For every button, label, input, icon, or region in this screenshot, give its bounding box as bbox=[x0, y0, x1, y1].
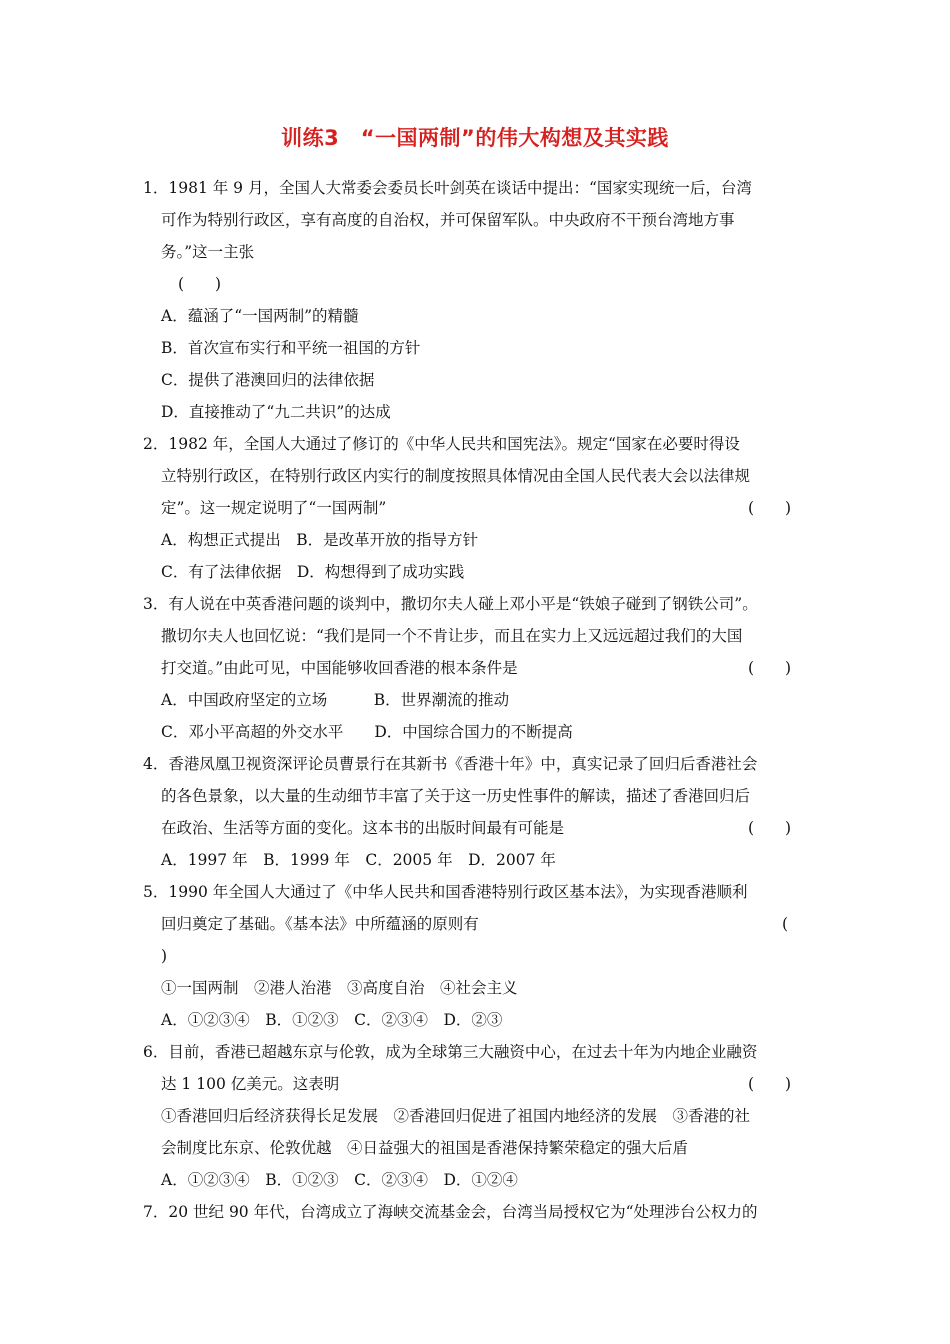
q2-stem-line1: 2．1982 年，全国人大通过了修订的《中华人民共和国宪法》。规定“国家在必要时得设 bbox=[143, 435, 740, 453]
q6-statements-line1: ①香港回归后经济获得长足发展 ②香港回归促进了祖国内地经济的发展 ③香港的社 bbox=[161, 1107, 751, 1125]
q3-options-ab: A．中国政府坚定的立场 B．世界潮流的推动 bbox=[161, 691, 510, 709]
q6-stem-line2: 达 1 100 亿美元。这表明 bbox=[161, 1075, 340, 1093]
q1-answer-bracket: ( ) bbox=[178, 275, 222, 293]
q6-options: A．①②③④ B．①②③ C．②③④ D．①②④ bbox=[161, 1171, 518, 1189]
q2-options-ab: A．构想正式提出 B．是改革开放的指导方针 bbox=[161, 531, 479, 549]
q1-stem-line3: 务。”这一主张 bbox=[161, 243, 255, 261]
q6-answer-bracket: ( ) bbox=[748, 1075, 792, 1093]
q4-stem-line3: 在政治、生活等方面的变化。这本书的出版时间最有可能是 bbox=[161, 819, 565, 837]
q6-stem-line1: 6．目前，香港已超越东京与伦敦，成为全球第三大融资中心，在过去十年为内地企业融资 bbox=[143, 1043, 758, 1061]
q7-stem-line1: 7．20 世纪 90 年代，台湾成立了海峡交流基金会，台湾当局授权它为“处理涉台公权力的 bbox=[143, 1203, 758, 1221]
q2-answer-bracket: ( ) bbox=[748, 499, 792, 517]
q5-stem-line1: 5．1990 年全国人大通过了《中华人民共和国香港特别行政区基本法》，为实现香港顺利 bbox=[143, 883, 748, 901]
q4-stem-line2: 的各色景象，以大量的生动细节丰富了关于这一历史性事件的解读，描述了香港回归后 bbox=[161, 787, 751, 805]
q1-option-c: C．提供了港澳回归的法律依据 bbox=[161, 371, 375, 389]
q5-bracket-close: ) bbox=[161, 947, 168, 965]
q3-stem-line3: 打交道。”由此可见，中国能够收回香港的根本条件是 bbox=[161, 659, 518, 677]
q4-options: A．1997 年 B．1999 年 C．2005 年 D．2007 年 bbox=[161, 851, 556, 869]
q5-bracket-open: ( bbox=[782, 915, 789, 933]
q5-stem-line2: 回归奠定了基础。《基本法》中所蕴涵的原则有 bbox=[161, 915, 479, 933]
q2-stem-line2: 立特别行政区，在特别行政区内实行的制度按照具体情况由全国人民代表大会以法律规 bbox=[161, 467, 751, 485]
q3-answer-bracket: ( ) bbox=[748, 659, 792, 677]
q1-stem-line2: 可作为特别行政区，享有高度的自治权，并可保留军队。中央政府不干预台湾地方事 bbox=[161, 211, 735, 229]
q4-answer-bracket: ( ) bbox=[748, 819, 792, 837]
q1-option-a: A．蕴涵了“一国两制”的精髓 bbox=[161, 307, 359, 325]
q5-items: ①一国两制 ②港人治港 ③高度自治 ④社会主义 bbox=[161, 979, 518, 997]
q4-stem-line1: 4．香港凤凰卫视资深评论员曹景行在其新书《香港十年》中，真实记录了回归后香港社会 bbox=[143, 755, 758, 773]
q1-stem-line1: 1．1981 年 9 月，全国人大常委会委员长叶剑英在谈话中提出：“国家实现统一后，台湾 bbox=[143, 179, 752, 197]
q2-options-cd: C．有了法律依据 D．构想得到了成功实践 bbox=[161, 563, 465, 581]
q3-stem-line1: 3．有人说在中英香港问题的谈判中，撒切尔夫人碰上邓小平是“铁娘子碰到了钢铁公司”。 bbox=[143, 595, 758, 613]
q2-stem-line3: 定”。这一规定说明了“一国两制” bbox=[161, 499, 387, 517]
q3-stem-line2: 撒切尔夫人也回忆说：“我们是同一个不肯让步，而且在实力上又远远超过我们的大国 bbox=[161, 627, 743, 645]
q5-options: A．①②③④ B．①②③ C．②③④ D．②③ bbox=[161, 1011, 503, 1029]
page-title: 训练3 “一国两制”的伟大构想及其实践 bbox=[281, 126, 669, 150]
q1-option-b: B．首次宣布实行和平统一祖国的方针 bbox=[161, 339, 421, 357]
q1-option-d: D．直接推动了“九二共识”的达成 bbox=[161, 403, 391, 421]
q6-statements-line2: 会制度比东京、伦敦优越 ④日益强大的祖国是香港保持繁荣稳定的强大后盾 bbox=[161, 1139, 689, 1157]
q3-options-cd: C．邓小平高超的外交水平 D．中国综合国力的不断提高 bbox=[161, 723, 573, 741]
